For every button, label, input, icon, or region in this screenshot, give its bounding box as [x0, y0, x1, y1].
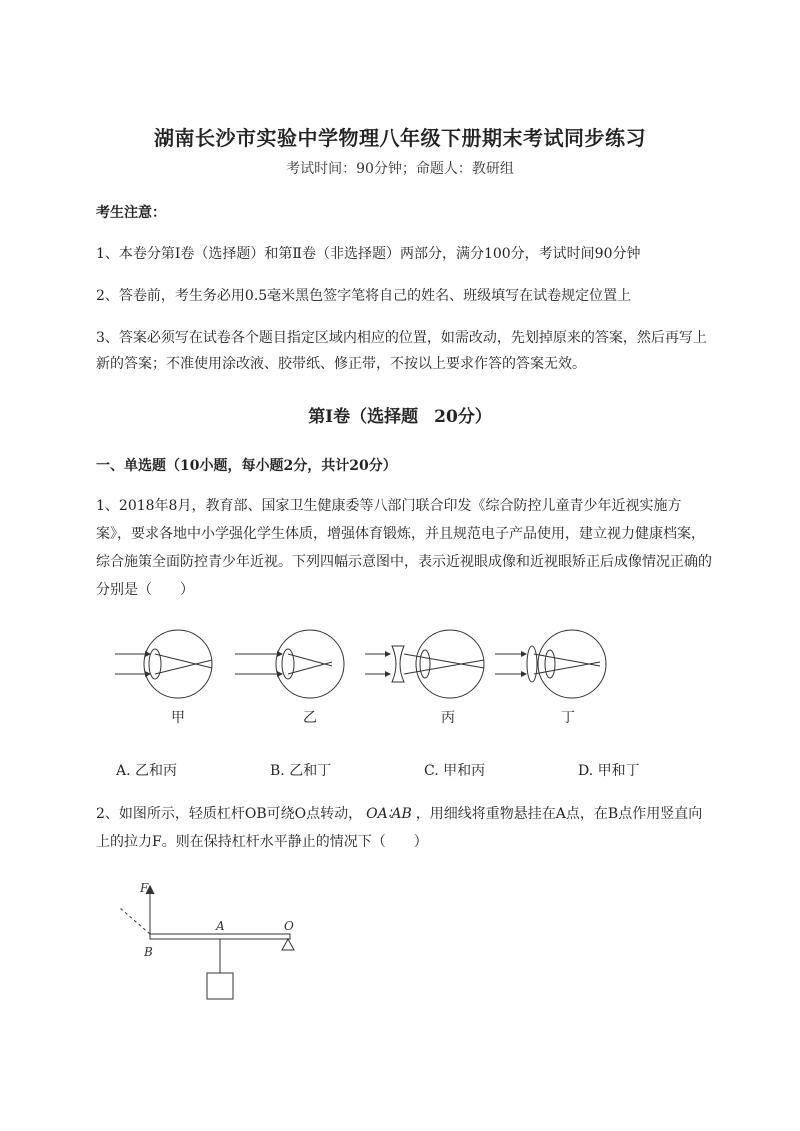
option-a[interactable]: A. 乙和丙: [116, 763, 178, 779]
paper-title: 湖南长沙市实验中学物理八年级下册期末考试同步练习: [154, 126, 646, 150]
eye-diagram-bing: [365, 630, 484, 698]
eye-diagram-jia: [115, 630, 212, 698]
weight: [207, 973, 233, 999]
eye-diagram-ding: [495, 630, 606, 698]
lever-bar: [150, 934, 290, 939]
section-name: 第Ⅰ卷（选择题: [308, 407, 419, 427]
notice-item-2: 2、答卷前，考生务必用0.5毫米黑色签字笔将自己的姓名、班级填写在试卷规定位置上: [96, 288, 632, 304]
option-b[interactable]: B. 乙和丁: [270, 763, 332, 779]
label-o: O: [284, 919, 294, 933]
eye-diagrams-figure: [110, 628, 630, 708]
eye-label-jia: 甲: [171, 710, 185, 726]
notice-heading: 考生注意：: [96, 205, 166, 221]
notice-item-3: 3、答案必须写在试卷各个题目指定区域内相应的位置，如需改动，先划掉原来的答案，然后再写上新的答案；不准使用涂改液、胶带纸、修正带，不按以上要求作答的答案无效。: [96, 330, 707, 372]
section-score: 20分）: [434, 407, 492, 427]
notice-item-1: 1、本卷分第Ⅰ卷（选择题）和第Ⅱ卷（非选择题）两部分，满分100分，考试时间90分钟: [96, 246, 641, 262]
option-d[interactable]: D. 甲和丁: [578, 763, 640, 779]
question-2-text-after: ，用细线将重物悬挂在A点，在B点作用竖直向上的拉力F。则在保持杠杆水平静止的情况下（ ）: [96, 806, 703, 850]
label-a: A: [216, 919, 225, 933]
lever-figure: [110, 878, 310, 1008]
option-c[interactable]: C. 甲和丙: [424, 763, 486, 779]
question-2-text-before: 2、如图所示，轻质杠杆OB可绕O点转动，: [96, 806, 363, 822]
label-b: B: [144, 945, 153, 959]
question-type-heading: 一、单选题（10小题，每小题2分，共计20分）: [96, 458, 397, 474]
question-2-text: [96, 800, 716, 856]
label-f: F: [140, 881, 149, 895]
pivot: [282, 939, 294, 950]
ratio-expression: OA∶AB: [366, 806, 412, 822]
section-title: [0, 402, 800, 427]
question-1-text: 1、2018年8月，教育部、国家卫生健康委等八部门联合印发《综合防控儿童青少年近视实施方案》，要求各地中小学强化学生体质，增强体育锻炼，并且规范电子产品使用，建立视力健康档案，综合施策全面防控青少年近视。下列四幅示意图中，表示近视眼成像和近视眼矫正后成像情况正确的分别是（ ）: [96, 498, 712, 598]
dashed-force-line: [120, 908, 150, 934]
paper-subtitle: 考试时间：90分钟；命题人：教研组: [286, 161, 514, 177]
eye-label-yi: 乙: [303, 710, 317, 726]
eye-diagram-yi: [235, 630, 344, 698]
eye-label-ding: 丁: [561, 710, 575, 726]
eye-label-bing: 丙: [441, 710, 455, 726]
